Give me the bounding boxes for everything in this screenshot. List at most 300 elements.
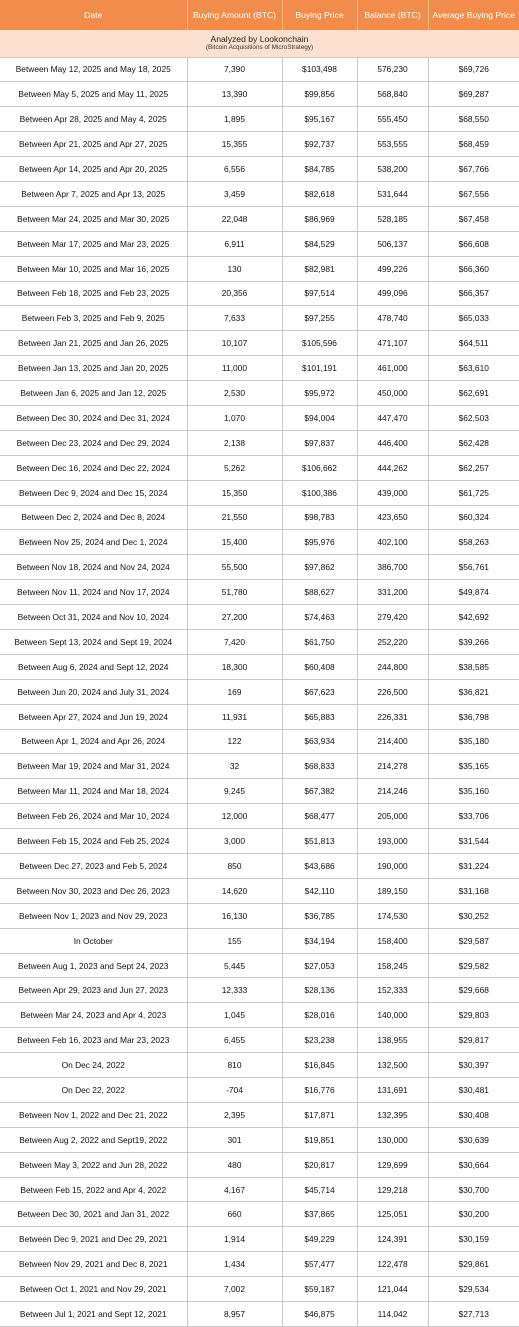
cell-buying-price: $99,856 [282, 82, 357, 107]
cell-balance: 471,107 [357, 331, 428, 356]
table-row [0, 430, 519, 455]
table-row [0, 1177, 519, 1202]
cell-average-buying-price: $30,639 [428, 1127, 519, 1152]
table-row [0, 455, 519, 480]
table-row [0, 580, 519, 605]
cell-buying-price: $94,004 [282, 405, 357, 430]
cell-date: Between Mar 11, 2024 and Mar 18, 2024 [0, 779, 187, 804]
cell-average-buying-price: $29,582 [428, 953, 519, 978]
cell-buying-amount: 27,200 [187, 605, 282, 630]
cell-buying-price: $17,871 [282, 1102, 357, 1127]
cell-buying-amount: 2,395 [187, 1102, 282, 1127]
cell-buying-amount: 850 [187, 854, 282, 879]
cell-balance: 531,644 [357, 181, 428, 206]
cell-buying-price: $106,662 [282, 455, 357, 480]
cell-average-buying-price: $30,252 [428, 903, 519, 928]
cell-buying-amount: 130 [187, 256, 282, 281]
table-row [0, 804, 519, 829]
cell-date: Between May 3, 2022 and Jun 28, 2022 [0, 1152, 187, 1177]
banner-subtitle: (Bitcoin Acquisitions of MicroStrategy) [205, 43, 314, 51]
cell-average-buying-price: $49,874 [428, 580, 519, 605]
cell-average-buying-price: $60,324 [428, 505, 519, 530]
cell-buying-amount: 13,390 [187, 82, 282, 107]
cell-balance: 130,000 [357, 1127, 428, 1152]
cell-buying-price: $59,187 [282, 1277, 357, 1302]
table-row [0, 306, 519, 331]
cell-balance: 129,699 [357, 1152, 428, 1177]
cell-balance: 132,395 [357, 1102, 428, 1127]
cell-balance: 439,000 [357, 480, 428, 505]
cell-average-buying-price: $30,159 [428, 1227, 519, 1252]
cell-buying-amount: 3,459 [187, 181, 282, 206]
table-row [0, 256, 519, 281]
cell-date: Between Nov 11, 2024 and Nov 17, 2024 [0, 580, 187, 605]
cell-buying-price: $84,785 [282, 157, 357, 182]
cell-average-buying-price: $29,587 [428, 928, 519, 953]
cell-balance: 158,400 [357, 928, 428, 953]
cell-buying-price: $19,851 [282, 1127, 357, 1152]
cell-average-buying-price: $33,706 [428, 804, 519, 829]
cell-balance: 121,044 [357, 1277, 428, 1302]
cell-balance: 140,000 [357, 1003, 428, 1028]
cell-buying-amount: 32 [187, 754, 282, 779]
cell-buying-amount: 20,356 [187, 281, 282, 306]
cell-buying-price: $63,934 [282, 729, 357, 754]
cell-buying-amount: 6,556 [187, 157, 282, 182]
table-row [0, 132, 519, 157]
cell-date: Between Dec 27, 2023 and Feb 5, 2024 [0, 854, 187, 879]
cell-buying-price: $82,981 [282, 256, 357, 281]
cell-buying-price: $42,110 [282, 878, 357, 903]
table-row [0, 654, 519, 679]
cell-average-buying-price: $68,459 [428, 132, 519, 157]
table-row [0, 1102, 519, 1127]
cell-date: Between Apr 7, 2025 and Apr 13, 2025 [0, 181, 187, 206]
cell-date: Between May 12, 2025 and May 18, 2025 [0, 57, 187, 82]
table-row [0, 1227, 519, 1252]
table-row [0, 729, 519, 754]
cell-average-buying-price: $36,821 [428, 679, 519, 704]
cell-average-buying-price: $69,287 [428, 82, 519, 107]
cell-balance: 214,246 [357, 779, 428, 804]
cell-buying-amount: 7,633 [187, 306, 282, 331]
cell-buying-price: $61,750 [282, 629, 357, 654]
cell-average-buying-price: $69,726 [428, 57, 519, 82]
cell-average-buying-price: $67,556 [428, 181, 519, 206]
cell-buying-price: $82,618 [282, 181, 357, 206]
table-row [0, 1003, 519, 1028]
column-header-date: Date [0, 0, 187, 30]
table-row [0, 181, 519, 206]
cell-buying-price: $37,865 [282, 1202, 357, 1227]
table-row [0, 605, 519, 630]
table-row [0, 480, 519, 505]
cell-buying-amount: 5,262 [187, 455, 282, 480]
cell-buying-amount: 16,130 [187, 903, 282, 928]
cell-buying-amount: 11,000 [187, 356, 282, 381]
table-row [0, 1202, 519, 1227]
cell-buying-price: $65,883 [282, 704, 357, 729]
cell-average-buying-price: $29,668 [428, 978, 519, 1003]
cell-buying-amount: 15,350 [187, 480, 282, 505]
cell-average-buying-price: $30,664 [428, 1152, 519, 1177]
cell-balance: 189,150 [357, 878, 428, 903]
cell-average-buying-price: $36,798 [428, 704, 519, 729]
cell-buying-price: $67,623 [282, 679, 357, 704]
cell-average-buying-price: $64,511 [428, 331, 519, 356]
cell-buying-amount: -704 [187, 1078, 282, 1103]
table-row [0, 953, 519, 978]
table-row [0, 1028, 519, 1053]
cell-average-buying-price: $39,266 [428, 629, 519, 654]
cell-balance: 279,420 [357, 605, 428, 630]
cell-date: Between Oct 31, 2024 and Nov 10, 2024 [0, 605, 187, 630]
cell-average-buying-price: $30,700 [428, 1177, 519, 1202]
cell-buying-price: $28,136 [282, 978, 357, 1003]
cell-average-buying-price: $29,861 [428, 1252, 519, 1277]
table-row [0, 555, 519, 580]
cell-balance: 214,400 [357, 729, 428, 754]
cell-buying-price: $97,255 [282, 306, 357, 331]
cell-balance: 444,262 [357, 455, 428, 480]
cell-balance: 331,200 [357, 580, 428, 605]
cell-average-buying-price: $31,544 [428, 829, 519, 854]
table-row [0, 1152, 519, 1177]
cell-date: Between Apr 28, 2025 and May 4, 2025 [0, 107, 187, 132]
cell-date: Between Apr 21, 2025 and Apr 27, 2025 [0, 132, 187, 157]
cell-buying-price: $68,833 [282, 754, 357, 779]
cell-buying-amount: 660 [187, 1202, 282, 1227]
cell-date: Between Jul 1, 2021 and Sept 12, 2021 [0, 1302, 187, 1327]
cell-average-buying-price: $29,817 [428, 1028, 519, 1053]
cell-buying-price: $45,714 [282, 1177, 357, 1202]
cell-buying-price: $105,596 [282, 331, 357, 356]
banner-cell [0, 30, 519, 57]
cell-balance: 402,100 [357, 530, 428, 555]
cell-date: Between Aug 1, 2023 and Sept 24, 2023 [0, 953, 187, 978]
cell-buying-amount: 12,333 [187, 978, 282, 1003]
cell-buying-amount: 15,400 [187, 530, 282, 555]
cell-date: Between Oct 1, 2021 and Nov 29, 2021 [0, 1277, 187, 1302]
cell-balance: 205,000 [357, 804, 428, 829]
cell-buying-amount: 7,420 [187, 629, 282, 654]
cell-date: Between Nov 30, 2023 and Dec 26, 2023 [0, 878, 187, 903]
column-header-buying-price: Buying Price [282, 0, 357, 30]
cell-average-buying-price: $61,725 [428, 480, 519, 505]
cell-date: In October [0, 928, 187, 953]
cell-balance: 124,391 [357, 1227, 428, 1252]
cell-buying-price: $34,194 [282, 928, 357, 953]
cell-date: Between Dec 16, 2024 and Dec 22, 2024 [0, 455, 187, 480]
cell-date: Between Sept 13, 2024 and Sept 19, 2024 [0, 629, 187, 654]
cell-buying-price: $57,477 [282, 1252, 357, 1277]
cell-buying-amount: 2,530 [187, 381, 282, 406]
table-row [0, 629, 519, 654]
cell-buying-price: $95,972 [282, 381, 357, 406]
table-row [0, 1053, 519, 1078]
table-row [0, 978, 519, 1003]
cell-date: Between Jan 13, 2025 and Jan 20, 2025 [0, 356, 187, 381]
cell-date: Between Apr 27, 2024 and Jun 19, 2024 [0, 704, 187, 729]
cell-buying-amount: 12,000 [187, 804, 282, 829]
cell-date: Between Mar 24, 2025 and Mar 30, 2025 [0, 206, 187, 231]
cell-buying-amount: 2,138 [187, 430, 282, 455]
cell-average-buying-price: $30,481 [428, 1078, 519, 1103]
cell-buying-amount: 480 [187, 1152, 282, 1177]
cell-buying-amount: 5,445 [187, 953, 282, 978]
cell-date: Between Apr 14, 2025 and Apr 20, 2025 [0, 157, 187, 182]
cell-balance: 152,333 [357, 978, 428, 1003]
cell-buying-amount: 6,455 [187, 1028, 282, 1053]
table-row [0, 356, 519, 381]
cell-date: Between Nov 1, 2023 and Nov 29, 2023 [0, 903, 187, 928]
cell-buying-price: $97,837 [282, 430, 357, 455]
cell-date: On Dec 22, 2022 [0, 1078, 187, 1103]
header-row [0, 0, 519, 30]
cell-buying-amount: 18,300 [187, 654, 282, 679]
cell-buying-price: $27,053 [282, 953, 357, 978]
cell-buying-amount: 301 [187, 1127, 282, 1152]
cell-balance: 226,331 [357, 704, 428, 729]
cell-buying-price: $20,817 [282, 1152, 357, 1177]
cell-date: On Dec 24, 2022 [0, 1053, 187, 1078]
cell-average-buying-price: $63,610 [428, 356, 519, 381]
table-row [0, 829, 519, 854]
cell-buying-amount: 1,045 [187, 1003, 282, 1028]
cell-average-buying-price: $35,160 [428, 779, 519, 804]
cell-buying-amount: 21,550 [187, 505, 282, 530]
cell-buying-price: $60,408 [282, 654, 357, 679]
cell-date: Between Dec 9, 2021 and Dec 29, 2021 [0, 1227, 187, 1252]
cell-balance: 122,478 [357, 1252, 428, 1277]
cell-buying-amount: 3,000 [187, 829, 282, 854]
cell-date: Between Mar 10, 2025 and Mar 16, 2025 [0, 256, 187, 281]
cell-average-buying-price: $62,503 [428, 405, 519, 430]
cell-buying-amount: 1,914 [187, 1227, 282, 1252]
cell-balance: 499,226 [357, 256, 428, 281]
cell-average-buying-price: $30,200 [428, 1202, 519, 1227]
cell-average-buying-price: $29,803 [428, 1003, 519, 1028]
table-row [0, 381, 519, 406]
cell-date: Between Dec 23, 2024 and Dec 29, 2024 [0, 430, 187, 455]
table-row [0, 878, 519, 903]
cell-date: Between Feb 18, 2025 and Feb 23, 2025 [0, 281, 187, 306]
cell-date: Between Jan 21, 2025 and Jan 26, 2025 [0, 331, 187, 356]
cell-balance: 158,245 [357, 953, 428, 978]
table-row [0, 903, 519, 928]
cell-buying-amount: 22,048 [187, 206, 282, 231]
cell-date: Between Feb 26, 2024 and Mar 10, 2024 [0, 804, 187, 829]
cell-balance: 568,840 [357, 82, 428, 107]
table-row [0, 1127, 519, 1152]
cell-buying-price: $97,862 [282, 555, 357, 580]
table-row [0, 779, 519, 804]
cell-average-buying-price: $30,397 [428, 1053, 519, 1078]
cell-date: Between Dec 2, 2024 and Dec 8, 2024 [0, 505, 187, 530]
cell-average-buying-price: $35,180 [428, 729, 519, 754]
cell-average-buying-price: $58,263 [428, 530, 519, 555]
cell-buying-amount: 7,002 [187, 1277, 282, 1302]
cell-balance: 528,185 [357, 206, 428, 231]
cell-buying-amount: 155 [187, 928, 282, 953]
cell-balance: 114,042 [357, 1302, 428, 1327]
cell-date: Between Mar 19, 2024 and Mar 31, 2024 [0, 754, 187, 779]
cell-buying-price: $98,783 [282, 505, 357, 530]
cell-buying-price: $88,627 [282, 580, 357, 605]
cell-date: Between Aug 2, 2022 and Sept19, 2022 [0, 1127, 187, 1152]
cell-balance: 174,530 [357, 903, 428, 928]
cell-buying-price: $28,016 [282, 1003, 357, 1028]
cell-buying-amount: 10,107 [187, 331, 282, 356]
cell-buying-price: $23,238 [282, 1028, 357, 1053]
cell-buying-price: $97,514 [282, 281, 357, 306]
table-row [0, 231, 519, 256]
column-header-average-buying-price: Average Buying Price [428, 0, 519, 30]
cell-balance: 138,955 [357, 1028, 428, 1053]
table-row [0, 754, 519, 779]
cell-buying-price: $16,845 [282, 1053, 357, 1078]
cell-average-buying-price: $30,408 [428, 1102, 519, 1127]
cell-buying-amount: 1,895 [187, 107, 282, 132]
cell-buying-price: $92,737 [282, 132, 357, 157]
cell-average-buying-price: $67,458 [428, 206, 519, 231]
cell-balance: 576,230 [357, 57, 428, 82]
cell-balance: 538,200 [357, 157, 428, 182]
cell-balance: 226,500 [357, 679, 428, 704]
cell-buying-amount: 55,500 [187, 555, 282, 580]
cell-average-buying-price: $66,608 [428, 231, 519, 256]
column-header-balance: Balance (BTC) [357, 0, 428, 30]
cell-date: Between Jan 6, 2025 and Jan 12, 2025 [0, 381, 187, 406]
cell-date: Between Feb 3, 2025 and Feb 9, 2025 [0, 306, 187, 331]
cell-buying-price: $100,386 [282, 480, 357, 505]
cell-average-buying-price: $62,691 [428, 381, 519, 406]
cell-date: Between Nov 1, 2022 and Dec 21, 2022 [0, 1102, 187, 1127]
cell-balance: 478,740 [357, 306, 428, 331]
cell-average-buying-price: $62,257 [428, 455, 519, 480]
table-row [0, 206, 519, 231]
table-row [0, 82, 519, 107]
cell-buying-amount: 122 [187, 729, 282, 754]
table-row [0, 928, 519, 953]
cell-balance: 125,051 [357, 1202, 428, 1227]
cell-average-buying-price: $31,224 [428, 854, 519, 879]
cell-buying-amount: 1,434 [187, 1252, 282, 1277]
cell-average-buying-price: $65,033 [428, 306, 519, 331]
banner-title: Analyzed by Lookonchain [210, 33, 309, 44]
cell-buying-price: $74,463 [282, 605, 357, 630]
cell-buying-price: $103,498 [282, 57, 357, 82]
cell-buying-price: $68,477 [282, 804, 357, 829]
table-row [0, 854, 519, 879]
cell-date: Between Dec 30, 2024 and Dec 31, 2024 [0, 405, 187, 430]
cell-balance: 193,000 [357, 829, 428, 854]
cell-balance: 450,000 [357, 381, 428, 406]
cell-date: Between Dec 30, 2021 and Jan 31, 2022 [0, 1202, 187, 1227]
cell-average-buying-price: $66,357 [428, 281, 519, 306]
cell-buying-amount: 810 [187, 1053, 282, 1078]
cell-buying-amount: 169 [187, 679, 282, 704]
cell-buying-amount: 4,167 [187, 1177, 282, 1202]
cell-buying-price: $49,229 [282, 1227, 357, 1252]
table-row [0, 1252, 519, 1277]
table-row [0, 530, 519, 555]
cell-average-buying-price: $56,761 [428, 555, 519, 580]
cell-buying-price: $16,776 [282, 1078, 357, 1103]
table-row [0, 704, 519, 729]
cell-date: Between May 5, 2025 and May 11, 2025 [0, 82, 187, 107]
cell-buying-price: $95,976 [282, 530, 357, 555]
cell-buying-price: $36,785 [282, 903, 357, 928]
cell-average-buying-price: $67,766 [428, 157, 519, 182]
cell-buying-price: $95,167 [282, 107, 357, 132]
cell-buying-price: $67,382 [282, 779, 357, 804]
cell-average-buying-price: $31,168 [428, 878, 519, 903]
cell-balance: 386,700 [357, 555, 428, 580]
cell-date: Between Apr 29, 2023 and Jun 27, 2023 [0, 978, 187, 1003]
cell-average-buying-price: $27,713 [428, 1302, 519, 1327]
cell-balance: 555,450 [357, 107, 428, 132]
cell-balance: 461,000 [357, 356, 428, 381]
table-row [0, 157, 519, 182]
table-row [0, 107, 519, 132]
cell-date: Between Jun 20, 2024 and July 31, 2024 [0, 679, 187, 704]
cell-balance: 252,220 [357, 629, 428, 654]
cell-date: Between Nov 18, 2024 and Nov 24, 2024 [0, 555, 187, 580]
table-row [0, 1302, 519, 1327]
cell-average-buying-price: $35,165 [428, 754, 519, 779]
cell-buying-price: $51,813 [282, 829, 357, 854]
table-row [0, 331, 519, 356]
cell-buying-amount: 7,390 [187, 57, 282, 82]
cell-average-buying-price: $66,360 [428, 256, 519, 281]
cell-buying-amount: 1,070 [187, 405, 282, 430]
cell-balance: 423,650 [357, 505, 428, 530]
cell-average-buying-price: $38,585 [428, 654, 519, 679]
cell-balance: 447,470 [357, 405, 428, 430]
table-row [0, 1078, 519, 1103]
cell-balance: 499,096 [357, 281, 428, 306]
cell-buying-price: $101,191 [282, 356, 357, 381]
cell-buying-price: $84,529 [282, 231, 357, 256]
cell-balance: 506,137 [357, 231, 428, 256]
table-row [0, 1277, 519, 1302]
cell-average-buying-price: $29,534 [428, 1277, 519, 1302]
cell-balance: 190,000 [357, 854, 428, 879]
table-row [0, 405, 519, 430]
cell-date: Between Mar 17, 2025 and Mar 23, 2025 [0, 231, 187, 256]
cell-date: Between Aug 6, 2024 and Sept 12, 2024 [0, 654, 187, 679]
cell-date: Between Feb 15, 2024 and Feb 25, 2024 [0, 829, 187, 854]
table-row [0, 281, 519, 306]
cell-balance: 129,218 [357, 1177, 428, 1202]
cell-buying-amount: 9,245 [187, 779, 282, 804]
cell-date: Between Feb 15, 2022 and Apr 4, 2022 [0, 1177, 187, 1202]
cell-buying-price: $46,875 [282, 1302, 357, 1327]
cell-date: Between Dec 9, 2024 and Dec 15, 2024 [0, 480, 187, 505]
cell-date: Between Feb 16, 2023 and Mar 23, 2023 [0, 1028, 187, 1053]
table-body [0, 57, 519, 1326]
column-header-buying-amount: Buying Amount (BTC) [187, 0, 282, 30]
cell-buying-amount: 15,355 [187, 132, 282, 157]
cell-average-buying-price: $68,550 [428, 107, 519, 132]
cell-balance: 244,800 [357, 654, 428, 679]
table-row [0, 57, 519, 82]
cell-buying-amount: 8,957 [187, 1302, 282, 1327]
cell-buying-amount: 6,911 [187, 231, 282, 256]
cell-date: Between Apr 1, 2024 and Apr 26, 2024 [0, 729, 187, 754]
cell-average-buying-price: $42,692 [428, 605, 519, 630]
